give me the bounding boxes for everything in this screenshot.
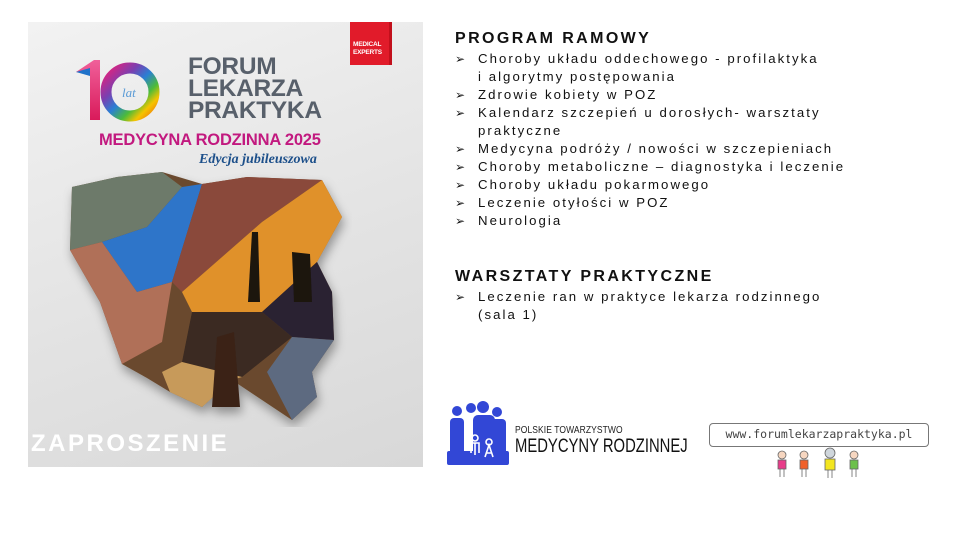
list-item: ➢ Choroby metaboliczne – diagnostyka i leczenie [455,159,846,174]
event-subtitle: MEDYCYNA RODZINNA 2025 [99,131,321,149]
arrow-bullet-icon: ➢ [455,142,468,156]
forum-title: FORUM LEKARZA PRAKTYKA [188,53,322,124]
program-list [455,50,925,230]
invitation-poster [28,22,423,467]
ptmr-name-line1: POLSKIE TOWARZYSTWO [515,425,623,436]
arrow-bullet-icon: ➢ [455,178,468,192]
list-item: ➢ Choroby układu oddechowego - profilaktyka i algorytmy postępowania [455,51,819,84]
poland-collage-map-icon [62,172,352,427]
edition-label: Edycja jubileuszowa [199,152,317,167]
list-item: ➢ Choroby układu pokarmowego [455,177,711,192]
workshops-heading: WARSZTATY PRAKTYCZNE [455,268,714,285]
workshops-section [455,268,925,324]
list-item: ➢ Medycyna podróży / nowości w szczepieniach [455,141,834,156]
svg-text:lat: lat [122,85,136,100]
arrow-bullet-icon: ➢ [455,106,468,120]
list-item: ➢ Neurologia [455,213,563,228]
ptmr-name-line2: MEDYCYNY RODZINNEJ [515,436,688,457]
list-item: ➢ Kalendarz szczepień u dorosłych- warsztaty praktyczne [455,105,821,138]
arrow-bullet-icon: ➢ [455,52,468,66]
list-item: ➢ Zdrowie kobiety w POZ [455,87,658,102]
arrow-bullet-icon: ➢ [455,160,468,174]
invitation-caption: ZAPROSZENIE [31,430,230,457]
ptmr-logo [447,401,687,467]
workshops-list [455,288,925,324]
arrow-bullet-icon: ➢ [455,290,468,304]
program-heading: PROGRAM RAMOWY [455,30,652,47]
family-logo-icon [447,401,511,467]
arrow-bullet-icon: ➢ [455,88,468,102]
kids-holding-sign-icon [770,447,870,481]
medical-experts-badge: MEDICAL EXPERTS [350,22,392,65]
program-section [455,30,925,324]
website-link[interactable]: www.forumlekarzapraktyka.pl [709,423,929,447]
list-item: ➢ Leczenie otyłości w POZ [455,195,670,210]
ten-years-logo-icon [72,54,162,124]
arrow-bullet-icon: ➢ [455,214,468,228]
arrow-bullet-icon: ➢ [455,196,468,210]
list-item: ➢ Leczenie ran w praktyce lekarza rodzinnego (sala 1) [455,289,822,322]
